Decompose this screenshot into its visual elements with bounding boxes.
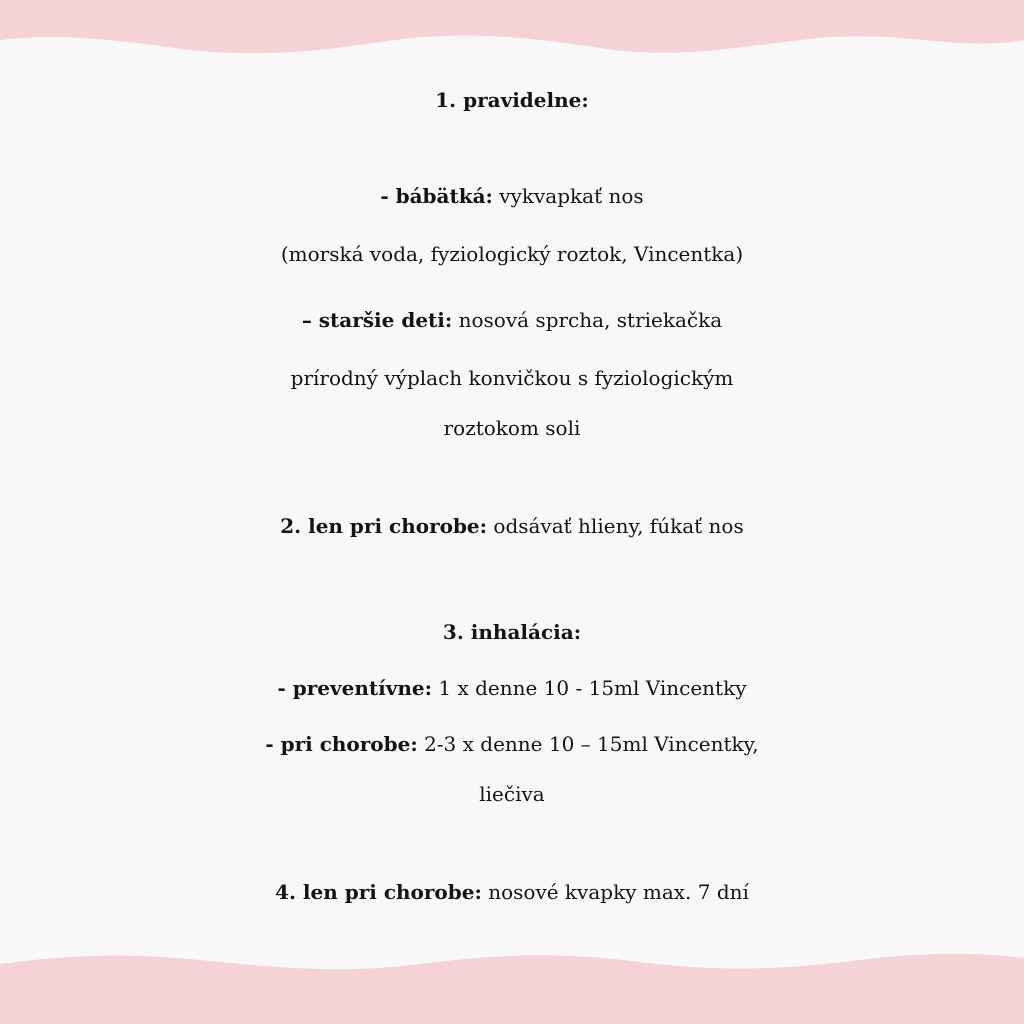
older-children-text-line-3: roztokom soli [443, 416, 581, 440]
section-4-text: nosové kvapky max. 7 dní [481, 880, 749, 904]
preventive-line [0, 664, 1024, 712]
section-3-heading: 3. inhalácia: [442, 620, 582, 644]
section-4-label: 4. len pri chorobe: [275, 880, 482, 904]
section-1-heading: 1. pravidelne: [435, 88, 589, 112]
section-2-label: 2. len pri chorobe: [280, 514, 488, 538]
bottom-pink-wave [0, 934, 1024, 1024]
preventive-label: - preventívne: [277, 676, 432, 700]
babies-text-line-2: (morská voda, fyziologický roztok, Vincentka) [280, 242, 744, 266]
section-2-line [0, 502, 1024, 550]
section-2-text: odsávať hlieny, fúkať nos [487, 514, 744, 538]
older-children-line [0, 296, 1024, 344]
older-children-text: nosová sprcha, striekačka [452, 308, 723, 332]
during-illness-text: 2-3 x denne 10 – 15ml Vincentky, [417, 732, 759, 756]
during-illness-label: - pri chorobe: [265, 732, 418, 756]
babies-text: vykvapkať nos [492, 184, 644, 208]
during-illness-line [0, 720, 1024, 768]
babies-label: - bábätká: [380, 184, 493, 208]
top-pink-wave [0, 0, 1024, 70]
section-4-line [0, 868, 1024, 916]
older-children-label: – staršie deti: [301, 308, 453, 332]
babies-line [0, 172, 1024, 220]
during-illness-text-line-2: liečiva [479, 782, 545, 806]
preventive-text: 1 x denne 10 - 15ml Vincentky [432, 676, 747, 700]
older-children-text-line-2: prírodný výplach konvičkou s fyziologickým [290, 366, 734, 390]
